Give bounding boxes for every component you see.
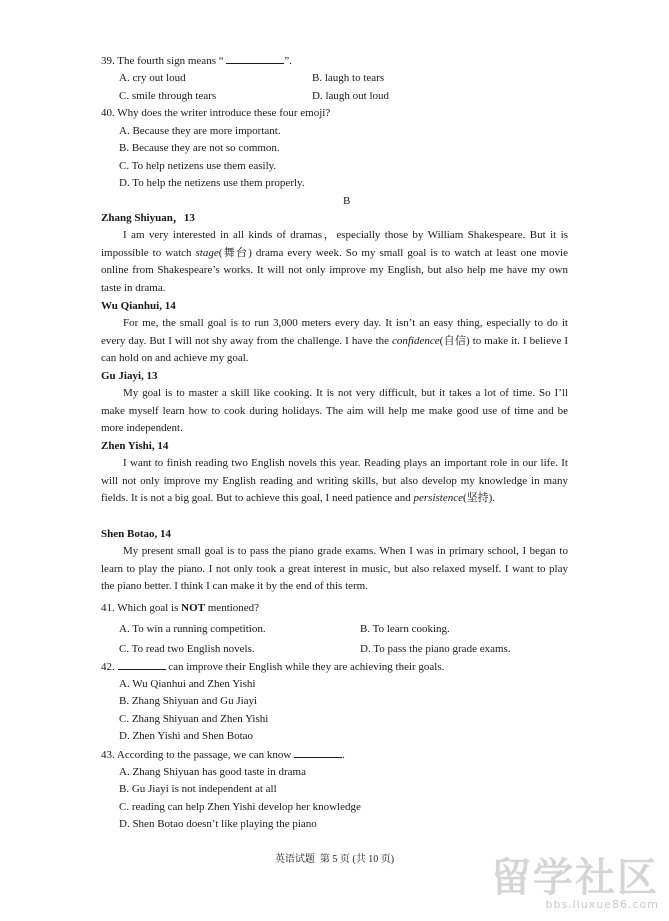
q43-option-b: B. Gu Jiayi is not independent at all: [119, 783, 277, 795]
person-paragraph: My present small goal is to pass the piano grade exams. When I was in primary school, I began to learn to play the piano. I not only took a great interest in music, but also relaxed myself. I want to play the piano better. I think I can make it by the end of this term.: [101, 545, 568, 593]
q39-stem: 39. The fourth sign means “ ”.: [101, 55, 292, 67]
q42-option-c: C. Zhang Shiyuan and Zhen Yishi: [119, 713, 269, 725]
q41-option-d: D. To pass the piano grade exams.: [360, 643, 511, 655]
q40-option-a: A. Because they are more important.: [119, 125, 281, 137]
section-label: B: [343, 195, 351, 207]
q42-stem: 42. can improve their English while they are achieving their goals.: [101, 661, 445, 673]
person-paragraph: I want to finish reading two English novels this year. Reading plays an important role in our life. It will not only improve my English reading and writing skills, but also develop my knowledge in many fields. It is not a big goal. But to achieve this goal, I need patience and persistence(坚持).: [101, 457, 568, 505]
person-name: Shen Botao, 14: [101, 528, 171, 540]
q40-option-c: C. To help netizens use them easily.: [119, 160, 277, 172]
person-paragraph: For me, the small goal is to run 3,000 meters every day. It isn’t an easy thing, especially to do it every day. But I will not shy away from the challenge. I have the confidence(自信) to make it. I believe I can hold on and achieve my goal.: [101, 317, 568, 365]
q39-option-a: A. cry out loud: [119, 72, 186, 84]
q40-option-d: D. To help the netizens use them properly.: [119, 177, 305, 189]
q40-stem: 40. Why does the writer introduce these four emoji?: [101, 107, 331, 119]
q43-option-d: D. Shen Botao doesn’t like playing the piano: [119, 818, 317, 830]
q39-option-d: D. laugh out loud: [312, 90, 389, 102]
person-name: Zhen Yishi, 14: [101, 440, 169, 452]
q39-option-b: B. laugh to tears: [312, 72, 385, 84]
q41-stem: 41. Which goal is NOT mentioned?: [101, 602, 260, 614]
q41-option-a: A. To win a running competition.: [119, 623, 266, 635]
q42-option-b: B. Zhang Shiyuan and Gu Jiayi: [119, 695, 258, 707]
person-paragraph: My goal is to master a skill like cooking. It is not very difficult, but it takes a lot of time. So I’ll make myself learn how to cook during holidays. The aim will help me make good use of time and be more independent.: [101, 387, 568, 435]
watermark-text: 留学社区: [491, 855, 659, 901]
watermark-logo: [491, 855, 659, 911]
q42-option-a: A. Wu Qianhui and Zhen Yishi: [119, 678, 256, 690]
q43-stem: 43. According to the passage, we can know .: [101, 749, 345, 761]
q41-option-c: C. To read two English novels.: [119, 643, 255, 655]
page-footer: 英语试题 第 5 页 (共 10 页): [274, 854, 395, 865]
q39-option-c: C. smile through tears: [119, 90, 217, 102]
person-name: Wu Qianhui, 14: [101, 300, 176, 312]
q42-option-d: D. Zhen Yishi and Shen Botao: [119, 730, 254, 742]
person-paragraph: I am very interested in all kinds of dramas，especially those by William Shakespeare. But it is impossible to watch stage(舞台) drama every week. So my small goal is to watch at least one movie online from Shakespeare’s works. It will not only improve my English, but also help me have my own taste in drama.: [101, 229, 568, 294]
q40-option-b: B. Because they are not so common.: [119, 142, 280, 154]
person-name: Gu Jiayi, 13: [101, 370, 158, 382]
q41-option-b: B. To learn cooking.: [360, 623, 450, 635]
watermark-url: bbs.liuxue86.com: [545, 898, 659, 911]
q43-option-a: A. Zhang Shiyuan has good taste in drama: [119, 766, 306, 778]
q43-option-c: C. reading can help Zhen Yishi develop her knowledge: [119, 801, 361, 813]
person-name: Zhang Shiyuan，13: [101, 212, 195, 224]
